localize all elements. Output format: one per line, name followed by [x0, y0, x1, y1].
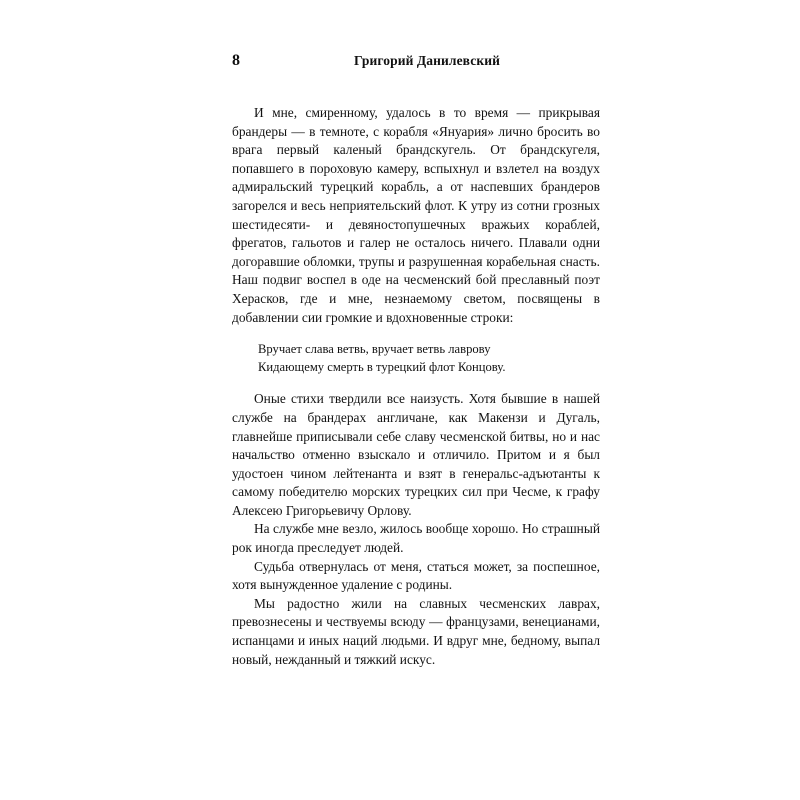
page-header: [232, 52, 600, 78]
paragraph: На службе мне везло, жилось вообще хорошо. Но страшный рок иногда преследует людей.: [232, 521, 600, 556]
paragraph: Оные стихи твердили все наизусть. Хотя бывшие в нашей службе на брандерах англичане, как Макензи и Дугаль, главнейше приписывали себе славу чесменской битвы, но и нас начальство отменно взыскало и отличило. Притом и я был удостоен чином лейтенанта и взят в генеральс-адъютанты к самому победителю морских турецких сил при Чесме, к графу Алексею Григорьевичу Орлову.: [232, 391, 600, 518]
verse-line: Вручает слава ветвь, вручает ветвь лаврову: [258, 342, 491, 357]
verse-block: [232, 341, 600, 376]
paragraph: Судьба отвернулась от меня, статься может, за поспешное, хотя вынужденное удаление с родины.: [232, 558, 600, 593]
paragraph: И мне, смиренному, удалось в то время — прикрывая брандеры — в темноте, с корабля «Януария» лично бросить во врага первый каленый брандскугель. От брандскугеля, попавшего в пороховую камеру, вспыхнул и взлетел на воздух адмиральский турецкий корабль, а от наспевших брандеров загорелся и весь неприятельский флот. К утру из сотни грозных шестидесяти- и девяностопушечных вражьих кораблей, фрегатов, гальотов и галер не осталось ничего. Плавали одни догоравшие обломки, трупы и разрушенная корабельная снасть. Наш подвиг воспел в оде на чесменский бой преславный поэт Херасков, где и мне, незнаемому светом, посвящены в добавлении сии громкие и вдохновенные строки:: [232, 105, 600, 325]
paragraph: Мы радостно жили на славных чесменских лаврах, превознесены и чествуемы всюду — французами, венецианами, испанцами и иных наций людьми. И вдруг мне, бедному, выпал новый, нежданный и тяжкий искус.: [232, 595, 600, 667]
running-title: Григорий Данилевский: [354, 53, 500, 68]
body-text: [232, 104, 600, 669]
book-page: [232, 52, 600, 742]
page-number: 8: [232, 52, 241, 69]
verse-line: Кидающему смерть в турецкий флот Концову.: [258, 359, 506, 374]
